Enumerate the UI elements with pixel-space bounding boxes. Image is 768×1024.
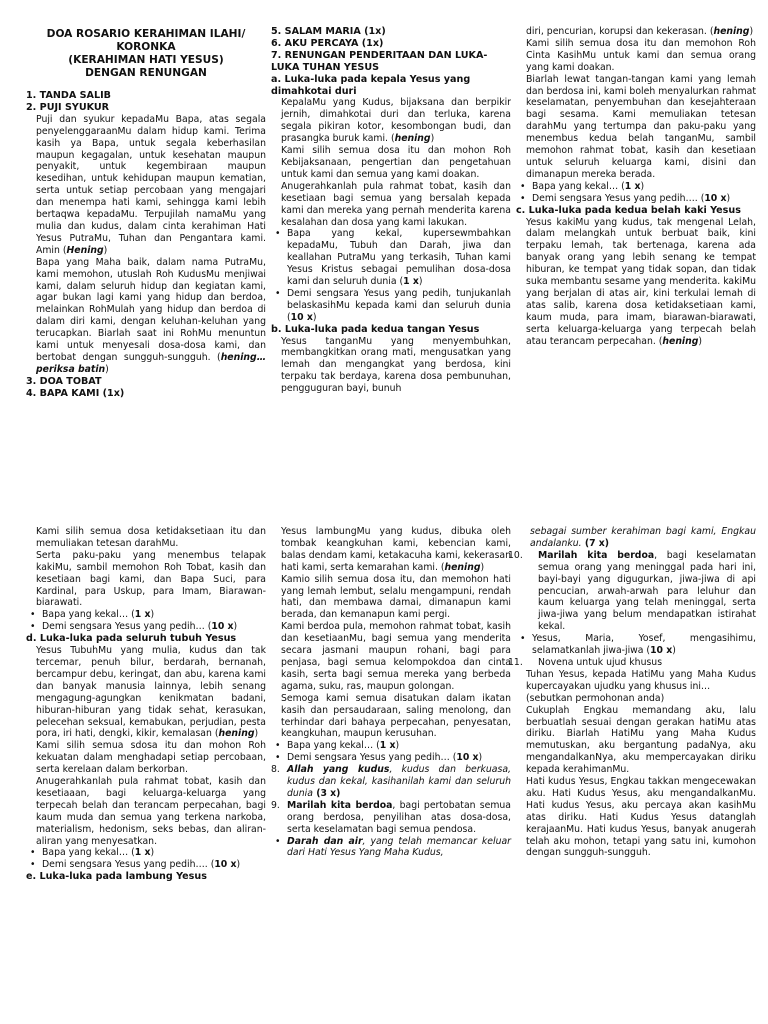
paragraph: Hati kudus Yesus, Engkau takkan mengecewakan aku. Hati Kudus Yesus, aku mengandalkanMu. Hati kudus Yesus, aku percaya akan kasihMu atas diriku. Hati Kudus Yesus datanglah kerajaanMu. Hati kudus Yesus, banyak anugerah telah aku mohon, tetapi yang satu ini, kumohon dengan sungguh-sungguh. <box>526 776 756 859</box>
subsection-heading: b. Luka-luka pada kedua tangan Yesus <box>271 323 480 335</box>
section-heading: 1. TANDA SALIB <box>26 90 111 101</box>
paragraph: Cukuplah Engkau memandang aku, lalu berbuatlah sesuai dengan gerakan hatiMu atas diriku. Biarlah HatiMu yang Maha Kudus memutuskan, aku bergantung padaNya, aku mengandalkanNya, aku mempercayakan diriku kepada kerahimanMu. <box>526 704 756 776</box>
paragraph: Kamio silih semua dosa itu, dan memohon hati yang lemah lembut, selalu mengampuni, rendah hati, dan membawa damai, dimanapun kami berada, dan kemanapun kami pergi. <box>281 573 511 621</box>
paragraph: Yesus tanganMu yang menyembuhkan, membangkitkan orang mati, mengusatkan yang lemah dan mengangkat yang berdosa, kini terpaku tak berdaya, karena dosa pembunuhan, pengguguran bayi, bunuh <box>281 335 511 395</box>
paragraph: Kami silih semua dosa itu dan mohon Roh Kebijaksanaan, pengertian dan pengetahuan untuk kami dan semua yang kami doakan. <box>281 145 511 180</box>
paragraph: Kami silih semua sdosa itu dan mohon Roh kekuatan dalam menghadapi setiap percobaan, serta kerelaan dalam berkorban. <box>36 740 266 776</box>
bottom-column-3 <box>508 526 756 1016</box>
bullet-item: • Bapa yang kekal… (1 x) <box>26 847 266 859</box>
top-column-2 <box>271 26 511 481</box>
paragraph: sebagai sumber kerahiman bagi kami, Engkau andalanku. (7 x) <box>530 526 756 549</box>
paragraph: Anugerahkanlah pula rahmat tobat, kasih dan kesetiaaan, bagi keluarga-keluarga yang terpecah belah dan terancam perpecahan, bagi kaum muda dan semua yang terkena narkoba, materialism, hedonism, seks bebas, dan aliran-aliran yang menyesatkan. <box>36 776 266 847</box>
subsection-heading: d. Luka-luka pada seluruh tubuh Yesus <box>26 633 237 645</box>
paragraph: Serta paku-paku yang menembus telapak kakiMu, sambil memohon Roh Tobat, kasih dan kesetiaan bagi kami, dan Bapa Suci, para Kardinal, para Uskup, para Imam, Biarawan-biarawati. <box>36 549 266 609</box>
numbered-item: 9. Marilah kita berdoa, bagi pertobatan semua orang berdosa, penyilihan atas dosa-dosa, serta keselamatan bagi semua pendosa. <box>271 799 511 835</box>
bottom-column-1 <box>26 526 266 1016</box>
paragraph: Kami silih semua dosa itu dan memohon Roh Cinta KasihMu untuk kami dan semua orang yang kami doakan. <box>526 37 756 73</box>
paragraph: Yesus TubuhMu yang mulia, kudus dan tak tercemar, penuh bilur, berdarah, bernanah, bercampur debu, keringat, dan abu, karena kami dan banyak manusia lainnya, lebih senang mengagung-agungkan kenikmatan badani, hiburan-hiburan yang tidak sehat, kerasukan, pelecehan seksual, kemabukan, perjudian, pesta pora, iri hati, dengki, kikir, kemalasan (hening) <box>36 645 266 740</box>
paragraph: (sebutkan permohonan anda) <box>526 692 665 704</box>
section-heading: 2. PUJI SYUKUR <box>26 101 110 113</box>
paragraph: KepalaMu yang Kudus, bijaksana dan berpikir jernih, dimahkotai duri dan terluka, karena segala pikiran kotor, kesombongan budi, dan prasangka buruk kami. (hening) <box>281 97 511 145</box>
bullet-item: • Demi sengsara Yesus yang pedih…. (10 x) <box>26 859 266 871</box>
bullet-item: • Demi sengsara Yesus yang pedih…. (10 x) <box>516 193 756 205</box>
section-heading: 3. DOA TOBAT <box>26 375 102 387</box>
section-heading: 5. SALAM MARIA (1x) <box>271 26 386 37</box>
bullet-item: • Demi sengsara Yesus yang pedih… (10 x) <box>26 621 266 633</box>
subsection-heading: e. Luka-luka pada lambung Yesus <box>26 871 207 883</box>
paragraph: Yesus kakiMu yang kudus, tak mengenal Lelah, dalam melangkah untuk berbuat baik, kini terpaku lemah, tak bertenaga, karena ada banyak orang yang lebih senang ke tempat hiburan, ke tempat yang tidak sopan, dan tidak suka membantu sesame yang menderita. kakiMu yang berjalan di atas air, kini terkulai lemah di atas salib, karena dosa ketidaksetiaan kami, kaum muda, para imam, biarawan-biarawati, serta keluarga-keluarga yang terpecah belah atau terancam perpecahan. (hening) <box>526 216 756 347</box>
document-title <box>26 28 266 80</box>
paragraph: Kami silih semua dosa ketidaksetiaan itu dan memuliakan tetesan darahMu. <box>36 526 266 549</box>
paragraph: Anugerahkanlah pula rahmat tobat, kasih dan kesetiaan bagi semua yang bersalah kepada kami dan mereka yang pernah menderita karena kesalahan dan dosa yang kami lakukan. <box>281 180 511 228</box>
numbered-item: 11. Novena untuk ujud khusus <box>508 656 663 668</box>
subsection-heading: c. Luka-luka pada kedua belah kaki Yesus <box>516 204 741 216</box>
top-column-1 <box>26 26 266 481</box>
section-heading: 4. BAPA KAMI (1x) <box>26 387 125 399</box>
paragraph: Bapa yang Maha baik, dalam nama PutraMu, kami memohon, utuslah Roh KudusMu menjiwai kami, dalam seluruh hidup dan kegiatan kami, agar bukan lagi kami yang hidup dan berdoa, melainkan RohMulah yang hidup dan berdoa di dalam diri kami, dengan keluhan-keluhan yang terucapkan. Biarlah saat ini RohMu menuntun kami untuk menyesali dosa-dosa kami, dan bertobat dengan sungguh-sungguh. (hening… periksa batin) <box>36 256 266 375</box>
bullet-item: • Yesus, Maria, Yosef, mengasihimu, selamatkanlah jiwa-jiwa (10 x) <box>516 633 756 657</box>
subsection-heading: a. Luka-luka pada kepala Yesus yang dimahkotai duri <box>271 73 471 97</box>
bullet-item: • Bapa yang kekal, kupersewmbahkan kepadaMu, Tubuh dan Darah, jiwa dan keallahan PutraMu yang terkasih, Tuhan kami Yesus Kristus sebagai pemulihan dosa-dosa kami dan seluruh dunia (1 x) <box>271 228 511 288</box>
paragraph: diri, pencurian, korupsi dan kekerasan. (hening) <box>526 26 754 37</box>
numbered-item: 8. Allah yang kudus, kudus dan berkuasa, kudus dan kekal, kasihanilah kami dan seluruh dunia (3 x) <box>271 764 511 799</box>
bullet-item: • Demi sengsara Yesus yang pedih, tunjukanlah belaskasihMu kepada kami dan seluruh dunia (10 x) <box>271 288 511 324</box>
top-column-3 <box>516 26 756 481</box>
numbered-item: 10. Marilah kita berdoa, bagi keselamatan semua orang yang meninggal pada hari ini, bayi-bayi yang digugurkan, jiwa-jiwa di api pencucian, arwah-arwah para leluhur dan kaum keluarga yang telah meninggal, serta jiwa-jiwa yang belum mendapatkan istirahat kekal. <box>508 549 756 633</box>
paragraph: Tuhan Yesus, kepada HatiMu yang Maha Kudus kupercayakan ujudku yang khusus ini… <box>526 668 756 692</box>
bullet-item: • Bapa yang kekal… (1 x) <box>271 740 511 752</box>
bullet-item: • Darah dan air, yang telah memancar keluar dari Hati Yesus Yang Maha Kudus, <box>271 836 511 860</box>
bullet-item: • Demi sengsara Yesus yang pedih… (10 x) <box>271 752 511 764</box>
section-heading: 7. RENUNGAN PENDERITAAN DAN LUKA-LUKA TUHAN YESUS <box>271 49 488 73</box>
section-heading: 6. AKU PERCAYA (1x) <box>271 37 384 49</box>
bullet-item: • Bapa yang kekal… (1 x) <box>516 181 756 193</box>
title-line: DENGAN RENUNGAN <box>85 67 207 79</box>
page-top-half <box>0 26 768 481</box>
paragraph: Semoga kami semua disatukan dalam ikatan kasih dan persaudaraan, saling menolong, dan terhindar dari bahaya perpecahan, penyesatan, keangkuhan, maupun kerusuhan. <box>281 692 511 740</box>
title-line: DOA ROSARIO KERAHIMAN ILAHI/ <box>46 28 246 40</box>
paragraph: Biarlah lewat tangan-tangan kami yang lemah dan berdosa ini, kami boleh menyalurkan rahmat keselamatan, penyembuhan dan kesejahteraan bagi sesama. Kami memuliakan tetesan darahMu yang tertumpa dan paku-paku yang menembus kedua belah tanganMu, sambil memohon rahmat tobat, kasih dan kesetiaan untuk seluruh keluarga kami, disini dan dimanapun mereka berada. <box>526 73 756 180</box>
title-line: (KERAHIMAN HATI YESUS) <box>68 54 224 66</box>
paragraph: Puji dan syukur kepadaMu Bapa, atas segala penyelenggaraanMu dalam hidup kami. Terima kasih ya Bapa, untuk segala keberhasilan maupun kegagalan, untuk kesehatan maupun penyakit, untuk kegembiraan maupun kesedihan, untuk kehidupan maupun kematian, serta untuk setiap percobaan yang mengajari dan menempa hati kami, sehingga kami lebih bertaqwa kepadaMu. Terpujilah namaMu yang mulia dan kudus, dalam cinta kerahiman Hati Yesus PutraMu, Tuhan dan Pengantara kami. Amin (Hening) <box>36 113 266 256</box>
paragraph: Kami berdoa pula, memohon rahmat tobat, kasih dan kesetiaanMu, bagi semua yang menderita secara jasmani maupun rohani, bagi para penjasa, bagi semua kelompokdoa dan cinta kasih, serta bagi semua mereka yang berbeda agama, suku, ras, maupun golongan. <box>281 621 511 692</box>
page-bottom-half <box>0 526 768 1016</box>
bottom-column-2 <box>271 526 511 1016</box>
title-line: KORONKA <box>116 41 176 53</box>
bullet-item: • Bapa yang kekal… (1 x) <box>26 609 266 621</box>
paragraph: Yesus lambungMu yang kudus, dibuka oleh tombak keangkuhan kami, kebencian kami, balas dendam kami, ketakacuha kami, kekerasan hati kami, serta kemarahan kami. (hening) <box>281 526 511 573</box>
